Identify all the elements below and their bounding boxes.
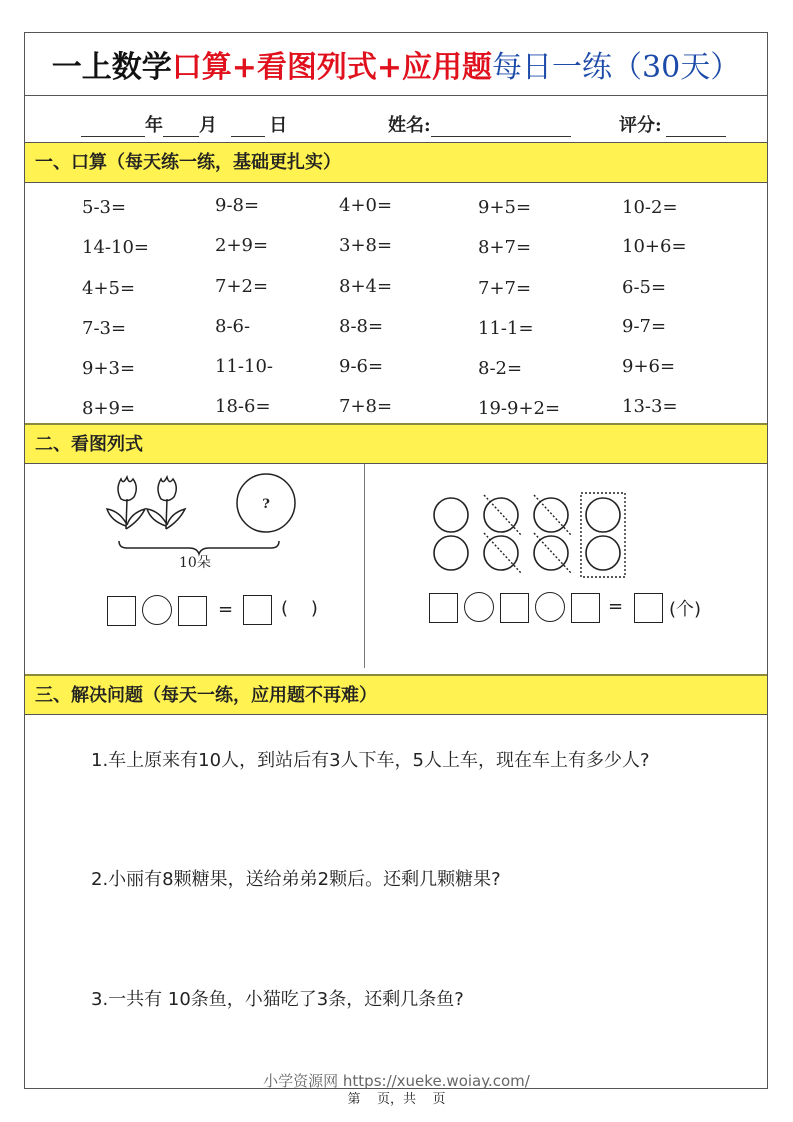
- page-title: [25, 33, 767, 96]
- problem: 4+5=: [82, 278, 136, 299]
- title-red: 口算+看图列式+应用题: [171, 50, 493, 85]
- word-problem-2: 2.小丽有8颗糖果，送给弟弟2颗后。还剩几颗糖果?: [91, 869, 501, 890]
- answer-box[interactable]: [634, 593, 663, 623]
- word-problem-3: 3.一共有 10条鱼，小猫吃了3条，还剩几条鱼?: [91, 989, 464, 1010]
- section-header-word-problems: 三、解决问题（每天一练，应用题不再难）: [25, 674, 767, 715]
- problem: 7+8=: [339, 396, 393, 417]
- problem: 8-6-: [215, 316, 251, 337]
- answer-box[interactable]: [500, 593, 529, 623]
- problem: 8-8=: [339, 316, 384, 337]
- problem: 3+8=: [339, 235, 393, 256]
- answer-box[interactable]: [107, 596, 136, 626]
- unit-blank[interactable]: ( ): [281, 598, 318, 619]
- problem: 10-2=: [622, 197, 678, 218]
- word-problem-1: 1.车上原来有10人，到站后有3人下车，5人上车，现在车上有多少人?: [91, 750, 650, 771]
- problem: 14-10=: [82, 237, 149, 258]
- info-row: [25, 95, 767, 143]
- equals-sign: =: [218, 599, 234, 620]
- title-blue: 每日一练（30天）: [492, 50, 741, 85]
- column-divider: [364, 464, 365, 668]
- problem: 9+6=: [622, 356, 676, 377]
- answer-box[interactable]: [571, 593, 600, 623]
- problem: 4+0=: [339, 195, 393, 216]
- equals-sign: =: [608, 596, 624, 617]
- name-field[interactable]: 姓名:: [388, 111, 571, 137]
- answer-box[interactable]: [178, 596, 207, 626]
- problem: 9-6=: [339, 356, 384, 377]
- problem: 5-3=: [82, 197, 127, 218]
- answer-box[interactable]: [243, 595, 272, 625]
- problem: 7+7=: [478, 278, 532, 299]
- problem: 9-7=: [622, 316, 667, 337]
- problem: 8+7=: [478, 237, 532, 258]
- problem: 7+2=: [215, 276, 269, 297]
- problem: 7-3=: [82, 318, 127, 339]
- score-field[interactable]: 评分:: [619, 111, 726, 137]
- problem: 2+9=: [215, 235, 269, 256]
- problem: 13-3=: [622, 396, 678, 417]
- title-black: 一上数学: [51, 50, 172, 85]
- total-label: 10朵: [179, 555, 211, 571]
- operator-circle[interactable]: [535, 592, 565, 622]
- problem: 18-6=: [215, 396, 271, 417]
- problem: 9-8=: [215, 195, 260, 216]
- problem: 11-1=: [478, 318, 534, 339]
- date-field[interactable]: 年 月 日: [81, 111, 287, 137]
- problem: 11-10-: [215, 356, 273, 377]
- problem: 8+4=: [339, 276, 393, 297]
- problem: 19-9+2=: [478, 398, 561, 419]
- operator-circle[interactable]: [464, 592, 494, 622]
- operator-circle[interactable]: [142, 595, 172, 625]
- svg-text:?: ?: [262, 497, 270, 512]
- problem: 8+9=: [82, 398, 136, 419]
- page-number: 第 页，共 页: [347, 1092, 446, 1107]
- worksheet-page: [24, 32, 768, 1089]
- problem: 10+6=: [622, 236, 687, 257]
- section-header-mental-math: 一、口算（每天练一练，基础更扎实）: [25, 142, 767, 183]
- problem: 9+5=: [478, 197, 532, 218]
- unit-label: (个): [669, 599, 702, 620]
- section-header-picture: 二、看图列式: [25, 423, 767, 464]
- problem: 6-5=: [622, 277, 667, 298]
- answer-box[interactable]: [429, 593, 458, 623]
- problem: 9+3=: [82, 358, 136, 379]
- watermark: 小学资源网 https://xueke.woiay.com/: [263, 1072, 530, 1090]
- problem: 8-2=: [478, 358, 523, 379]
- circles-picture: [431, 491, 631, 581]
